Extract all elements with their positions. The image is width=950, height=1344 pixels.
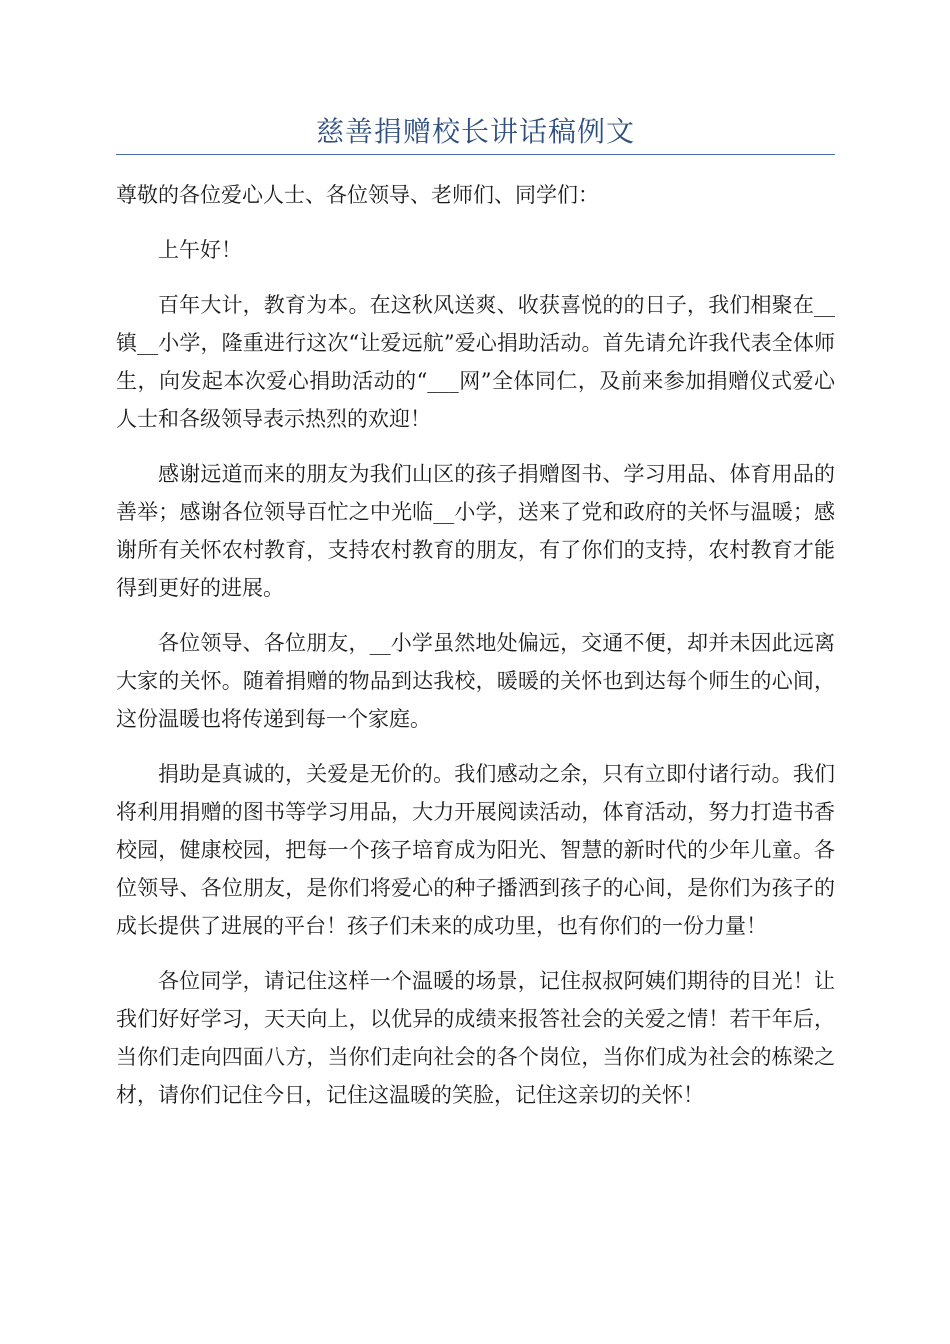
paragraph: 捐助是真诚的，关爱是无价的。我们感动之余，只有立即付诸行动。我们将利用捐赠的图书等学习用品，大力开展阅读活动，体育活动，努力打造书香校园，健康校园，把每一个孩子培育成为阳光、智慧的新时代的少年儿童。各位领导、各位朋友，是你们将爱心的种子播洒到孩子的心间，是你们为孩子的成长提供了进展的平台！孩子们未来的成功里，也有你们的一份力量！ xyxy=(116,762,835,938)
document-body xyxy=(116,176,835,1131)
paragraph: 各位领导、各位朋友，__小学虽然地处偏远，交通不便，却并未因此远离大家的关怀。随着捐赠的物品到达我校，暖暖的关怀也到达每个师生的心间，这份温暖也将传递到每一个家庭。 xyxy=(116,631,835,731)
paragraph: 百年大计，教育为本。在这秋风送爽、收获喜悦的的日子，我们相聚在__镇__小学，隆重进行这次“让爱远航”爱心捐助活动。首先请允许我代表全体师生，向发起本次爱心捐助活动的“___网”全体同仁，及前来参加捐赠仪式爱心人士和各级领导表示热烈的欢迎！ xyxy=(116,293,835,431)
salutation: 尊敬的各位爱心人士、各位领导、老师们、同学们： xyxy=(116,183,599,207)
paragraph: 感谢远道而来的朋友为我们山区的孩子捐赠图书、学习用品、体育用品的善举；感谢各位领导百忙之中光临__小学，送来了党和政府的关怀与温暖；感谢所有关怀农村教育，支持农村教育的朋友，有了你们的支持，农村教育才能得到更好的进展。 xyxy=(116,462,835,600)
paragraph: 上午好！ xyxy=(158,238,242,262)
document-title: 慈善捐赠校长讲话稿例文 xyxy=(315,115,635,148)
title-underline xyxy=(116,154,835,155)
paragraph: 各位同学，请记住这样一个温暖的场景，记住叔叔阿姨们期待的目光！让我们好好学习，天天向上，以优异的成绩来报答社会的关爱之情！若干年后，当你们走向四面八方，当你们走向社会的各个岗位，当你们成为社会的栋梁之材，请你们记住今日，记住这温暖的笑脸，记住这亲切的关怀！ xyxy=(116,969,835,1107)
